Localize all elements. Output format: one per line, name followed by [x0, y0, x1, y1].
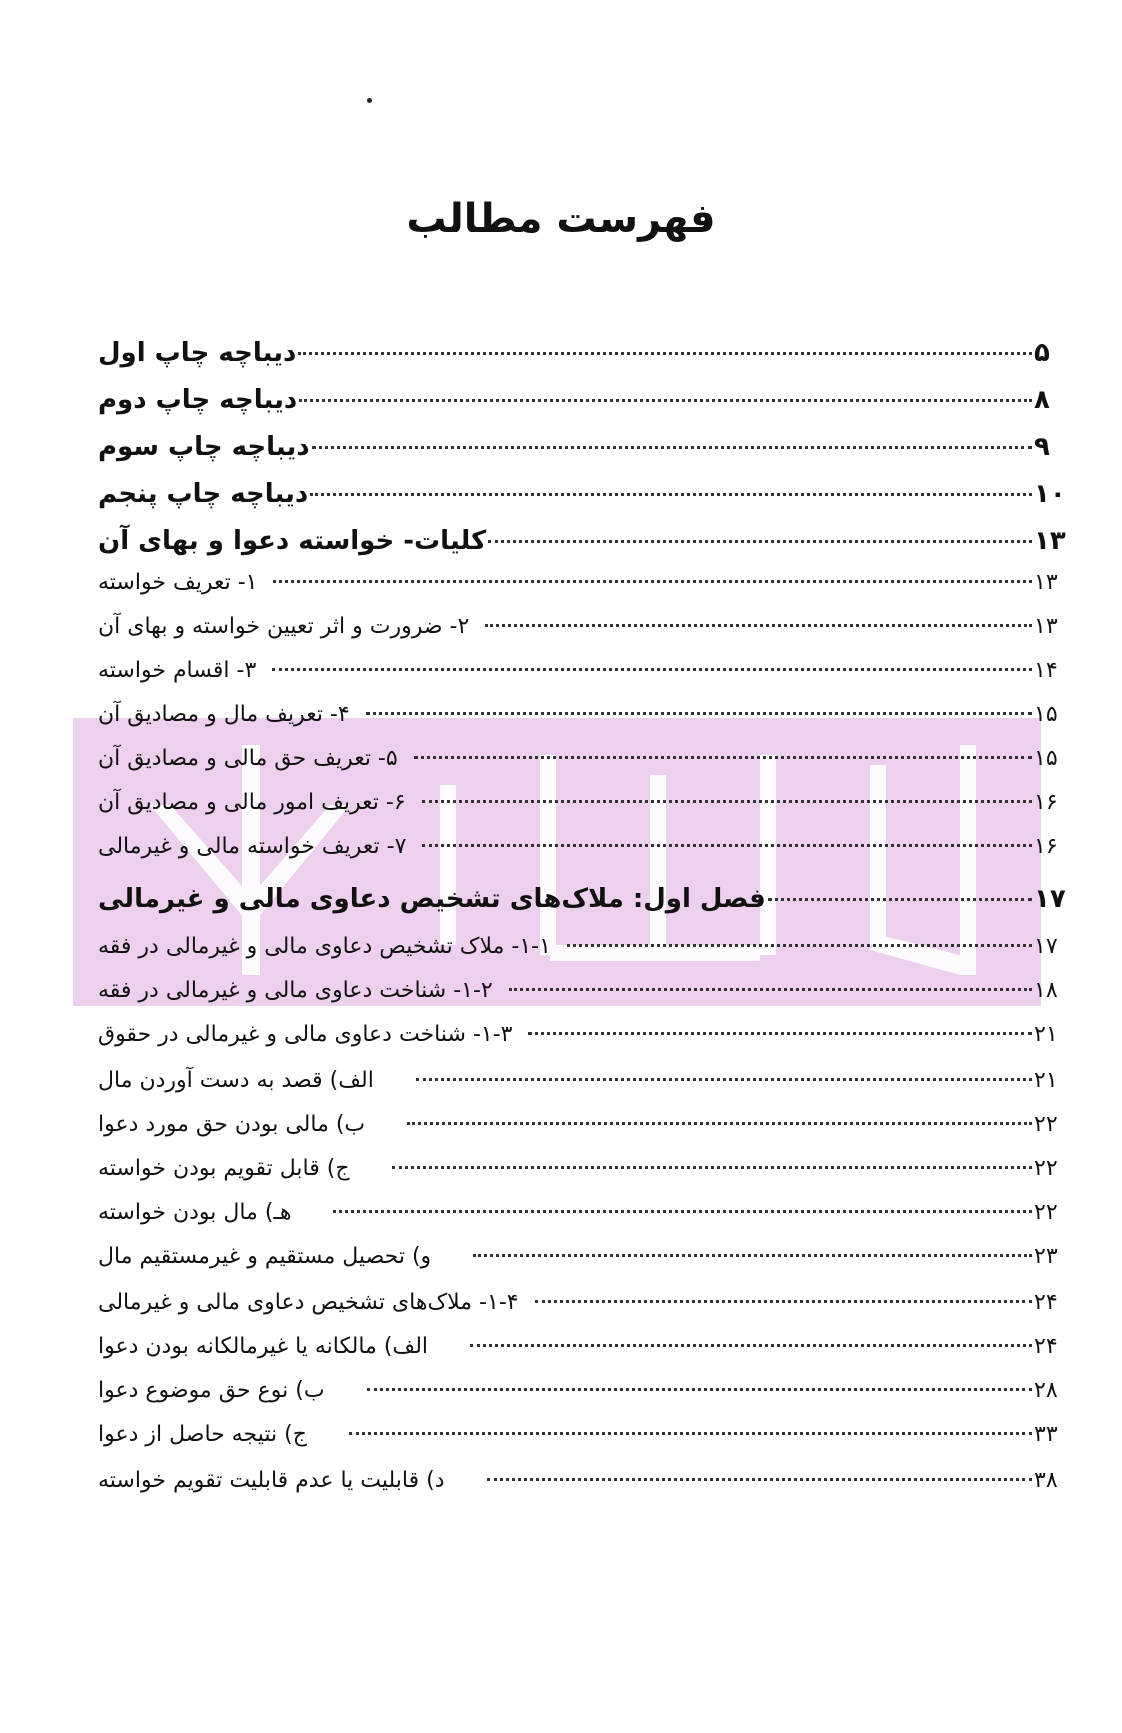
toc-page-number: ۳۳ [1034, 1422, 1058, 1447]
toc-entry [96, 1334, 1070, 1359]
toc-entry [96, 479, 1070, 509]
dot-leader [416, 1078, 1032, 1081]
toc-entry-title: ۱-۴- ملاک‌های تشخیص دعاوی مالی و غیرمالی [98, 1290, 519, 1315]
toc-page-number: ۲۳ [1034, 1244, 1058, 1269]
toc-entry-title: ۱-۲- شناخت دعاوی مالی و غیرمالی در فقه [98, 978, 493, 1003]
toc-entry [96, 834, 1070, 859]
toc-page-number: ۲۲ [1034, 1200, 1058, 1225]
toc-entry [96, 432, 1070, 462]
toc-entry [96, 385, 1070, 415]
toc-page-number: ۲۴ [1034, 1334, 1058, 1359]
toc-entry [96, 934, 1070, 959]
toc-entry [96, 884, 1070, 914]
toc-entry [96, 1378, 1070, 1403]
toc-page-number: ۱۴ [1034, 658, 1058, 683]
toc-page-number: ۱۳ [1034, 570, 1058, 595]
toc-entry-title: الف) قصد به دست آوردن مال [98, 1068, 374, 1093]
toc-entry [96, 614, 1070, 639]
dot-leader [298, 352, 1032, 355]
toc-entry [96, 1422, 1070, 1447]
toc-page-number: ۱۰ [1034, 479, 1066, 509]
toc-entry-title: ب) نوع حق موضوع دعوا [98, 1378, 325, 1403]
toc-page-number: ۲۱ [1034, 1022, 1058, 1047]
dot-leader [509, 988, 1032, 991]
toc-entry-title: کلیات- خواسته دعوا و بهای آن [98, 526, 487, 556]
dot-leader [422, 844, 1032, 847]
dot-leader [312, 446, 1032, 449]
dot-leader [488, 540, 1032, 543]
toc-entry [96, 658, 1070, 683]
toc-entry-title: دیباچه چاپ سوم [98, 432, 310, 462]
dot-leader [768, 898, 1032, 901]
dot-leader [414, 756, 1032, 759]
toc-page-number: ۲۲ [1034, 1112, 1058, 1137]
dot-leader [367, 1388, 1032, 1391]
toc-page-number: ۹ [1034, 432, 1050, 462]
toc-page-number: ۱۸ [1034, 978, 1058, 1003]
toc-entry [96, 978, 1070, 1003]
dot-leader [333, 1210, 1032, 1213]
page-title: فهرست مطالب [406, 196, 716, 242]
toc-page-number: ۵ [1034, 338, 1050, 368]
toc-page-number: ۸ [1034, 385, 1050, 415]
toc-entry-title: ج) نتیجه حاصل از دعوا [98, 1422, 307, 1447]
dot-leader [407, 1122, 1032, 1125]
toc-page-number: ۱۶ [1034, 834, 1058, 859]
toc-entry-title: ۶- تعریف امور مالی و مصادیق آن [98, 790, 406, 815]
toc-entry [96, 1068, 1070, 1093]
dot-leader [470, 1344, 1032, 1347]
dot-leader [366, 712, 1032, 715]
toc-page-number: ۱۳ [1034, 614, 1058, 639]
toc-entry-title: ۳- اقسام خواسته [98, 658, 257, 683]
dot-leader [528, 1032, 1032, 1035]
toc-page-number: ۱۶ [1034, 790, 1058, 815]
toc-entry [96, 1112, 1070, 1137]
toc-entry-title: الف) مالکانه یا غیرمالکانه بودن دعوا [98, 1334, 429, 1359]
dot-leader [567, 944, 1032, 947]
dot-leader [473, 1254, 1032, 1257]
dot-leader [349, 1432, 1032, 1435]
dot-leader [485, 624, 1032, 627]
toc-entry [96, 570, 1070, 595]
toc-entry-title: ۴- تعریف مال و مصادیق آن [98, 702, 350, 727]
toc-page-number: ۲۱ [1034, 1068, 1058, 1093]
toc-page-number: ۱۳ [1034, 526, 1066, 556]
toc-entry-title: هـ) مال بودن خواسته [98, 1200, 292, 1225]
toc-page-number: ۱۷ [1034, 884, 1066, 914]
dot-leader [487, 1478, 1032, 1481]
toc-entry [96, 790, 1070, 815]
toc-page-number: ۱۵ [1034, 746, 1058, 771]
toc-entry-title: ب) مالی بودن حق مورد دعوا [98, 1112, 366, 1137]
toc-entry-title: و) تحصیل مستقیم و غیرمستقیم مال [98, 1244, 432, 1269]
toc-entry [96, 1290, 1070, 1315]
toc-page-number: ۲۲ [1034, 1156, 1058, 1181]
toc-entry [96, 1244, 1070, 1269]
toc-entry [96, 746, 1070, 771]
toc-entry [96, 526, 1070, 556]
toc-entry-title: فصل اول: ملاک‌های تشخیص دعاوی مالی و غیرمالی [98, 884, 766, 914]
toc-entry [96, 1156, 1070, 1181]
toc-entry-title: ۵- تعریف حق مالی و مصادیق آن [98, 746, 398, 771]
dot-leader [273, 580, 1032, 583]
dot-leader [272, 668, 1032, 671]
toc-page-number: ۳۸ [1034, 1468, 1058, 1493]
toc-entry [96, 338, 1070, 368]
toc-entry [96, 1022, 1070, 1047]
dot-leader [299, 399, 1032, 402]
toc-entry-title: دیباچه چاپ پنجم [98, 479, 309, 509]
toc-entry-title: ۱-۳- شناخت دعاوی مالی و غیرمالی در حقوق [98, 1022, 513, 1047]
dot-leader [422, 800, 1032, 803]
toc-page-number: ۲۸ [1034, 1378, 1058, 1403]
toc-entry-title: ج) قابل تقویم بودن خواسته [98, 1156, 350, 1181]
toc-entry-title: ۲- ضرورت و اثر تعیین خواسته و بهای آن [98, 614, 470, 639]
toc-entry [96, 1200, 1070, 1225]
toc-page-number: ۲۴ [1034, 1290, 1058, 1315]
toc-entry-title: دیباچه چاپ دوم [98, 385, 298, 415]
toc-page-number: ۱۷ [1034, 934, 1058, 959]
toc-entry-title: د) قابلیت یا عدم قابلیت تقویم خواسته [98, 1468, 445, 1493]
toc-entry-title: ۱- تعریف خواسته [98, 570, 258, 595]
toc-entry [96, 702, 1070, 727]
toc-entry-title: دیباچه چاپ اول [98, 338, 297, 368]
dot-leader [310, 493, 1032, 496]
scan-speck [367, 98, 372, 103]
toc-page-number: ۱۵ [1034, 702, 1058, 727]
dot-leader [535, 1300, 1032, 1303]
toc-entry-title: ۷- تعریف خواسته مالی و غیرمالی [98, 834, 407, 859]
dot-leader [392, 1166, 1032, 1169]
toc-entry-title: ۱-۱- ملاک تشخیص دعاوی مالی و غیرمالی در فقه [98, 934, 551, 959]
toc-entry [96, 1468, 1070, 1493]
